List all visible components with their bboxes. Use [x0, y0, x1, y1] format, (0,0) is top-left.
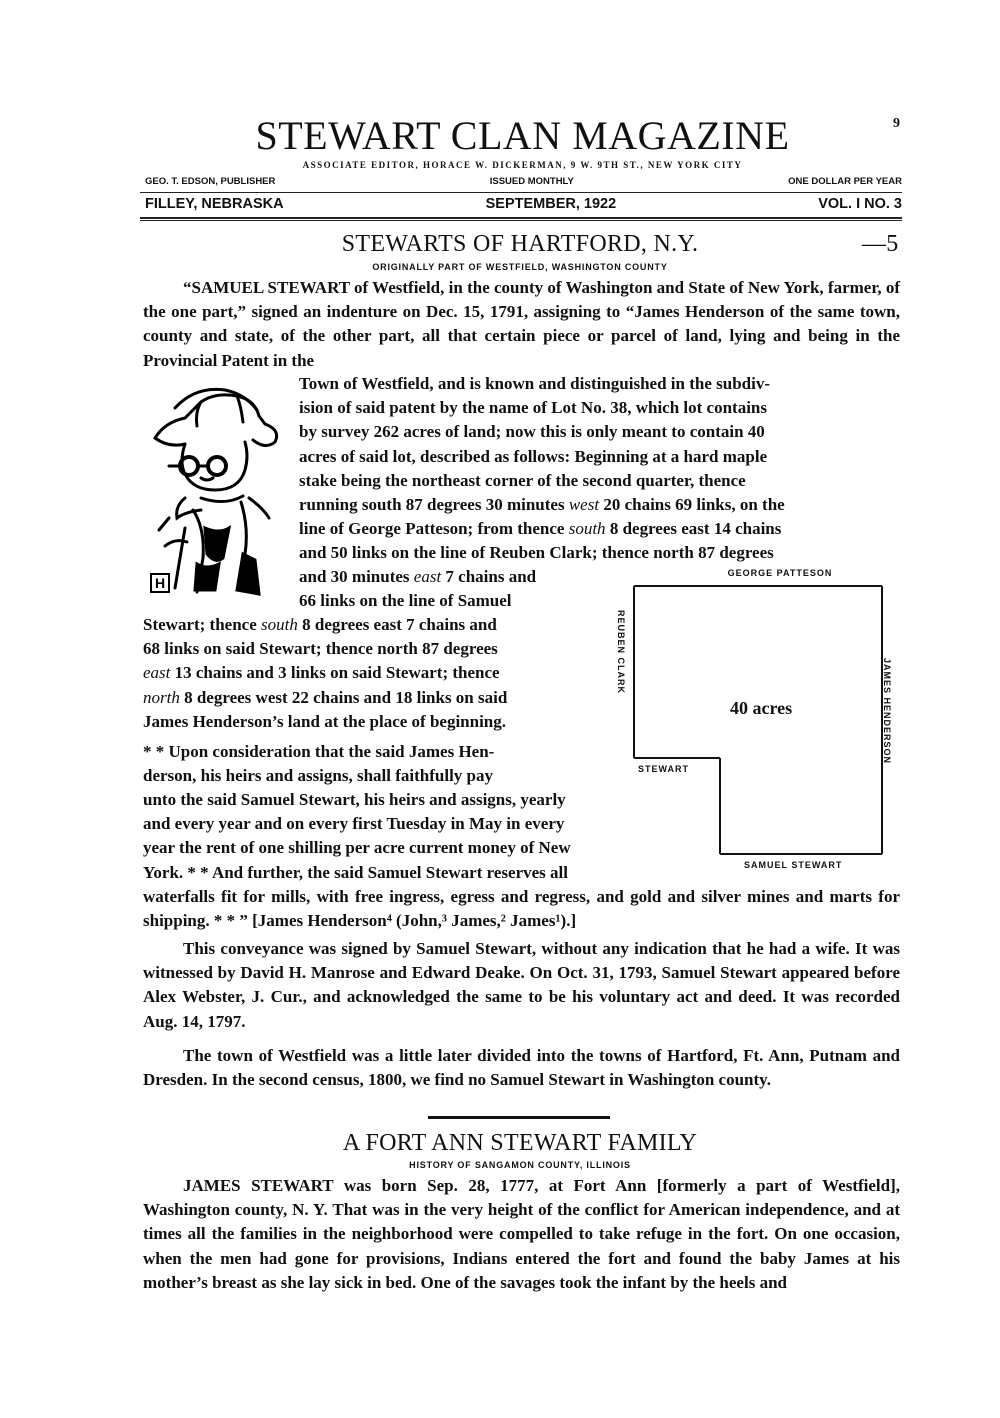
article1-lines-c1: [143, 740, 599, 788]
text-line: James Henderson’s land at the place of beginning.: [143, 711, 507, 731]
page-number: 9: [893, 116, 900, 131]
publisher: GEO. T. EDSON, PUBLISHER: [145, 176, 276, 187]
plat-north-label: GEORGE PATTESON: [727, 568, 833, 578]
article1-subtitle: ORIGINALLY PART OF WESTFIELD, WASHINGTON COUNTY: [372, 262, 668, 272]
plat-west-label: REUBEN CLARK: [616, 610, 626, 694]
text-line: [143, 661, 599, 685]
text-span: 13 chains and 3 links on said Stewart; thence: [174, 663, 500, 683]
plat-east-label: JAMES HENDERSON: [882, 658, 892, 765]
henderson-caricature-icon: [145, 378, 297, 610]
text-line: [143, 613, 599, 637]
magazine-title: STEWART CLAN MAGAZINE: [255, 113, 790, 158]
text-line: [299, 517, 898, 541]
article2-title: A FORT ANN STEWART FAMILY: [342, 1130, 698, 1156]
issue-date: SEPTEMBER, 1922: [485, 196, 617, 212]
text-line: year the rent of one shilling per acre current money of New: [143, 838, 571, 858]
text-line: York. * * And further, the said Samuel Stewart reserves all: [143, 862, 568, 882]
text-span: and 30 minutes: [299, 567, 410, 586]
associate-editor-line: ASSOCIATE EDITOR, HORACE W. DICKERMAN, 9 W. 9TH ST., NEW YORK CITY: [302, 160, 743, 170]
text-line: by survey 262 acres of land; now this is only meant to contain 40: [299, 422, 765, 442]
masthead-rule: [140, 192, 902, 193]
article1-tail: waterfalls fit for mills, with free ingress, egress and regress, and gold and silver mines and marts for shipping. * * ” [James Henderson⁴ (John,³ James,² James¹).]: [143, 887, 900, 931]
article1-number: —5: [862, 231, 899, 257]
text-line: derson, his heirs and assigns, shall faithfully pay: [143, 766, 494, 786]
price: ONE DOLLAR PER YEAR: [788, 176, 902, 187]
text-span: 20 chains 69 links, on the: [603, 495, 785, 515]
text-italic: south: [261, 615, 298, 634]
text-span: running south 87 degrees 30 minutes: [299, 495, 565, 515]
text-line: and 50 links on the line of Reuben Clark; thence north 87 degrees: [299, 543, 774, 563]
text-line: * * Upon consideration that the said James Hen-: [143, 742, 495, 761]
plat-area: 40 acres: [730, 698, 793, 718]
text-line: [143, 686, 599, 710]
article2-subtitle: HISTORY OF SANGAMON COUNTY, ILLINOIS: [409, 1160, 631, 1170]
text-italic: east: [143, 663, 171, 683]
text-line: acres of said lot, described as follows: Beginning at a hard maple: [299, 446, 768, 466]
text-italic: south: [568, 519, 606, 539]
text-span: 7 chains and: [445, 567, 537, 586]
text-italic: north: [143, 687, 180, 707]
text-line: ision of said patent by the name of Lot No. 38, which lot contains: [299, 398, 768, 418]
article1-lines-c2: [143, 788, 695, 885]
plat-south-label: SAMUEL STEWART: [744, 860, 843, 870]
masthead-rule-thick: [140, 217, 902, 219]
text-line: 68 links on said Stewart; thence north 87 degrees: [143, 639, 498, 659]
text-line: Town of Westfield, and is known and distinguished in the subdiv-: [299, 374, 770, 393]
text-line: 66 links on the line of Samuel: [299, 591, 512, 611]
text-line: [299, 565, 599, 589]
article2-paragraph-1: JAMES STEWART was born Sep. 28, 1777, at Fort Ann [formerly a part of Westfield], Washington county, N. Y. That was in the very height of the conflict for American independence, and at times all the families in the neighborhood were compelled to take refuge in the fort. On one occasion, when the men had gone for provisions, Indians entered the fort and found the baby James at his mother’s breast as she lay sick in bed. One of the savages took the infant by the heels and: [143, 1176, 900, 1292]
text-italic: west: [568, 495, 600, 515]
text-line: and every year and on every first Tuesday in May in every: [143, 814, 565, 834]
text-line: unto the said Samuel Stewart, his heirs and assigns, yearly: [143, 790, 566, 809]
article1-title: STEWARTS OF HARTFORD, N.Y.: [341, 231, 699, 257]
text-span: Stewart; thence: [143, 615, 257, 634]
article1-lines-b1: [299, 565, 599, 613]
article1-paragraph-3: The town of Westfield was a little later divided into the towns of Hartford, Ft. Ann, Putnam and Dresden. In the second census, 1800, we find no Samuel Stewart in Washington county.: [143, 1046, 900, 1090]
text-line: stake being the northeast corner of the second quarter, thence: [299, 470, 746, 490]
text-italic: east: [413, 567, 442, 586]
plat-diagram: [616, 566, 900, 876]
masthead-rule-thin: [140, 220, 902, 221]
article1-lines-b2: [143, 613, 599, 734]
issue-row: [145, 196, 902, 212]
text-line: [299, 493, 898, 517]
section-separator: [428, 1116, 610, 1119]
article1-paragraph-2: This conveyance was signed by Samuel Stewart, without any indication that he had a wife. It was witnessed by David H. Manrose and Edward Deake. On Oct. 31, 1793, Samuel Stewart appeared before Alex Webster, J. Cur., and acknowledged the same to be his voluntary act and deed. It was recorded Aug. 14, 1797.: [143, 939, 900, 1031]
volume: VOL. I NO. 3: [818, 196, 902, 212]
article1-lines-a: [299, 372, 898, 566]
text-span: 8 degrees east 14 chains: [609, 519, 782, 539]
text-span: 8 degrees west 22 chains and 18 links on said: [184, 687, 508, 707]
plat-outline: [620, 566, 900, 876]
cartoon-monogram: H: [154, 575, 166, 591]
text-span: line of George Patteson; from thence: [299, 519, 565, 539]
cartoon-illustration: [145, 378, 297, 610]
location: FILLEY, NEBRASKA: [145, 196, 284, 212]
text-span: 8 degrees east 7 chains and: [302, 615, 497, 634]
publisher-row: [145, 176, 902, 187]
plat-notch-label: STEWART: [638, 764, 689, 774]
article1-intro: “SAMUEL STEWART of Westfield, in the county of Washington and State of New York, farmer, of the one part,” signed an indenture on Dec. 15, 1791, assigning to “James Henderson of the same town, county and state, of the other part, all that certain piece or parcel of land, lying and being in the Provincial Patent in the: [143, 278, 900, 370]
frequency: ISSUED MONTHLY: [489, 176, 574, 187]
